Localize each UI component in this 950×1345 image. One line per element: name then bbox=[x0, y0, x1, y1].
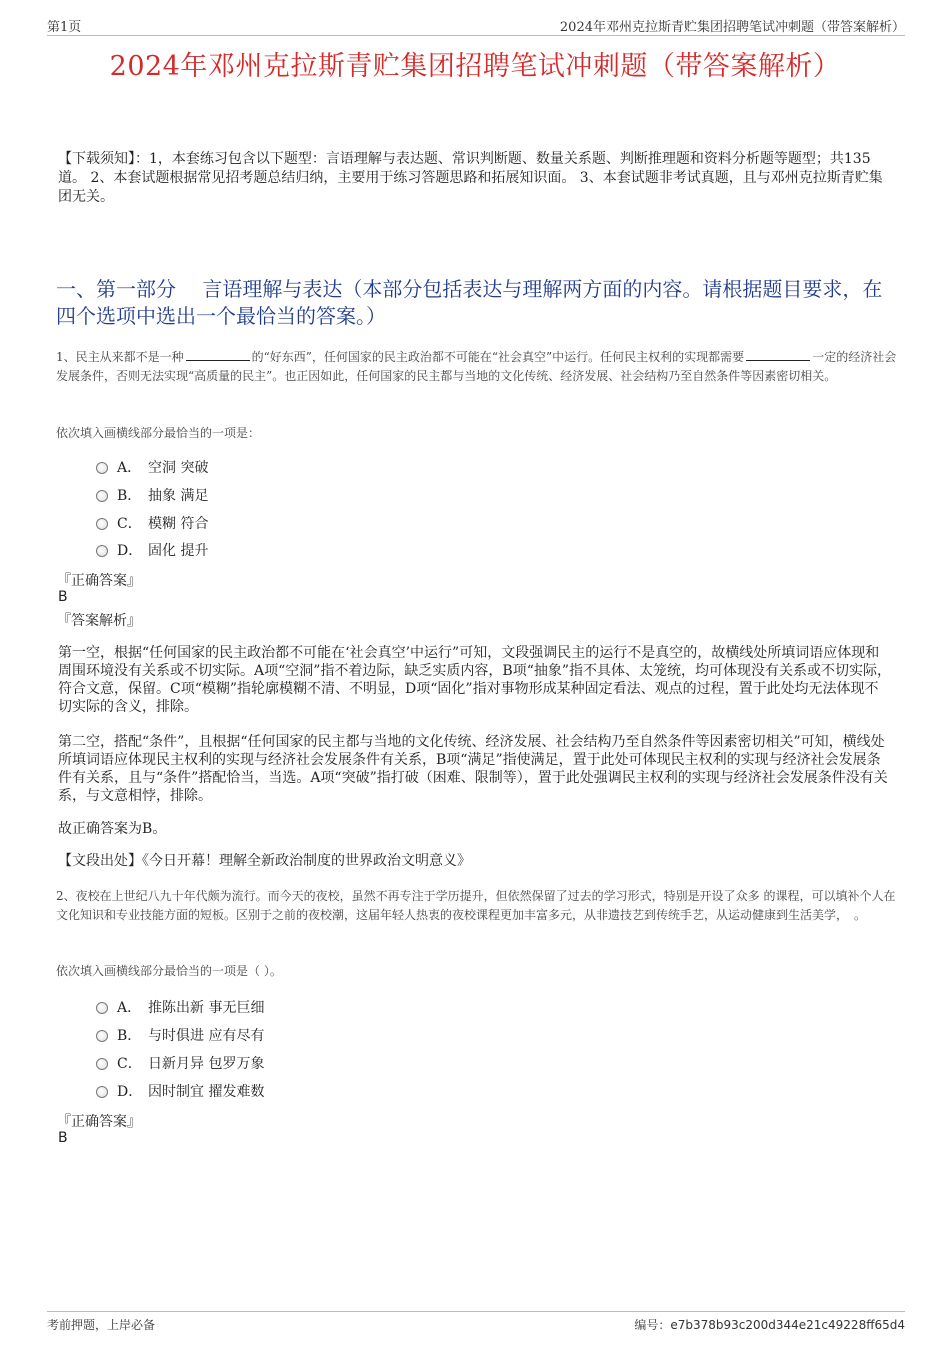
question-1-text bbox=[56, 348, 898, 386]
option-text: 与时俱进 应有尽有 bbox=[148, 1028, 265, 1044]
option-text: 模糊 符合 bbox=[148, 516, 209, 532]
download-notice: 【下载须知】：1，本套练习包含以下题型：言语理解与表达题、常识判断题、数量关系题、判断推理题和资料分析题等题型；共135道。 2、本套试题根据常见招考题总结归纳，主要用于练习答题思路和拓展知识面。 3、本套试题非考试真题，且与邓州克拉斯青贮集团无关。 bbox=[58, 151, 883, 205]
radio-button-icon[interactable] bbox=[96, 1030, 108, 1042]
section-heading: 一、第一部分 言语理解与表达（本部分包括表达与理解两方面的内容。请根据题目要求，在四个选项中选出一个最恰当的答案。） bbox=[56, 277, 883, 328]
header-doc-title: 2024年邓州克拉斯青贮集团招聘笔试冲刺题（带答案解析） bbox=[559, 20, 905, 35]
radio-button-icon[interactable] bbox=[96, 1058, 108, 1070]
q1-conclusion: 故正确答案为B。 bbox=[58, 821, 167, 837]
q1-part3: 一定的经济社会发展条件，否则无法实现“高质量的民主”。也正因如此，任何国家的民主都与当地的文化传统、经济发展、社会结构乃至自然条件等因素密切相关。 bbox=[56, 350, 897, 383]
page-number: 第1页 bbox=[47, 20, 82, 35]
q1-answer-label: 『正确答案』 bbox=[57, 573, 141, 589]
q1-analysis-para-2: 第二空，搭配“条件”，且根据“任何国家的民主都与当地的文化传统、经济发展、社会结构乃至自然条件等因素密切相关”可知，横线处所填词语应体现民主权利的实现与经济社会发展条件有关系，B项“满足”指使满足，置于此处可体现民主权利的实现与经济社会发展条件有关系，且与“条件”搭配恰当，当选。A项“突破”指打破（困难、限制等），置于此处强调民主权利的实现与经济社会发展条件没有关系，与文意相悖，排除。 bbox=[58, 734, 888, 804]
question-2-prompt: 依次填入画横线部分最恰当的一项是（ ）。 bbox=[56, 964, 282, 978]
q1-answer: B bbox=[58, 589, 68, 605]
q1-part1: 1、民主从来都不是一种 bbox=[56, 350, 184, 364]
q1-part2: 的“好东西”，任何国家的民主政治都不可能在“社会真空”中运行。任何民主权利的实现都需要 bbox=[251, 350, 745, 364]
radio-button-icon[interactable] bbox=[96, 1002, 108, 1014]
footer-code bbox=[634, 1316, 905, 1333]
option-letter: C． bbox=[117, 516, 142, 532]
question-2-text: 2、夜校在上世纪八九十年代颇为流行。而今天的夜校，虽然不再专注于学历提升，但依然保留了过去的学习形式，特别是开设了众多 的课程，可以填补个人在文化知识和专业技能方面的短板。区别于之前的夜校潮，这届年轻人热衷的夜校课程更加丰富多元，从非遗技艺到传统手艺，从运动健康到生活美学， 。 bbox=[56, 889, 896, 922]
q1-blank-1 bbox=[186, 350, 250, 361]
option-text: 空洞 突破 bbox=[148, 460, 209, 476]
page-header bbox=[47, 14, 905, 36]
radio-button-icon[interactable] bbox=[96, 545, 108, 557]
option-text: 抽象 满足 bbox=[148, 488, 209, 504]
option-text: 日新月异 包罗万象 bbox=[148, 1056, 265, 1072]
q2-answer: B bbox=[58, 1130, 68, 1146]
q1-blank-2 bbox=[746, 350, 810, 361]
option-text: 推陈出新 事无巨细 bbox=[148, 1000, 265, 1016]
radio-button-icon[interactable] bbox=[96, 462, 108, 474]
radio-button-icon[interactable] bbox=[96, 1086, 108, 1098]
option-letter: D． bbox=[117, 543, 143, 559]
option-letter: A． bbox=[117, 1000, 142, 1016]
q2-answer-label: 『正确答案』 bbox=[57, 1114, 141, 1130]
option-text: 因时制宜 擢发难数 bbox=[148, 1084, 265, 1100]
option-letter: A． bbox=[117, 460, 142, 476]
option-letter: D． bbox=[117, 1084, 143, 1100]
option-text: 固化 提升 bbox=[148, 543, 209, 559]
document-title: 2024年邓州克拉斯青贮集团招聘笔试冲刺题（带答案解析） bbox=[109, 51, 841, 82]
code-value: e7b378b93c200d344e21c49228ff65d4 bbox=[670, 1318, 905, 1332]
q1-analysis-para-1: 第一空，根据“任何国家的民主政治都不可能在‘社会真空’中运行”可知，文段强调民主的运行不是真空的，故横线处所填词语应体现和周围环境没有关系或不切实际。A项“空洞”指不着边际，缺乏实质内容，B项“抽象”指不具体、太笼统，均可体现没有关系或不切实际，符合文意，保留。C项“模糊”指轮廓模糊不清、不明显，D项“固化”指对事物形成某种固定看法、观点的过程，置于此处均无法体现不切实际的含义，排除。 bbox=[58, 645, 892, 715]
radio-button-icon[interactable] bbox=[96, 490, 108, 502]
q1-source: 【文段出处】《今日开幕！理解全新政治制度的世界政治文明意义》 bbox=[58, 853, 471, 869]
footer-slogan: 考前押题，上岸必备 bbox=[47, 1318, 156, 1332]
option-letter: C． bbox=[117, 1056, 142, 1072]
question-1-prompt: 依次填入画横线部分最恰当的一项是： bbox=[56, 426, 261, 440]
code-label: 编号： bbox=[634, 1318, 671, 1332]
q1-analysis-label: 『答案解析』 bbox=[57, 613, 141, 629]
radio-button-icon[interactable] bbox=[96, 518, 108, 530]
option-letter: B． bbox=[117, 488, 142, 504]
page-footer bbox=[47, 1311, 905, 1335]
option-letter: B． bbox=[117, 1028, 142, 1044]
